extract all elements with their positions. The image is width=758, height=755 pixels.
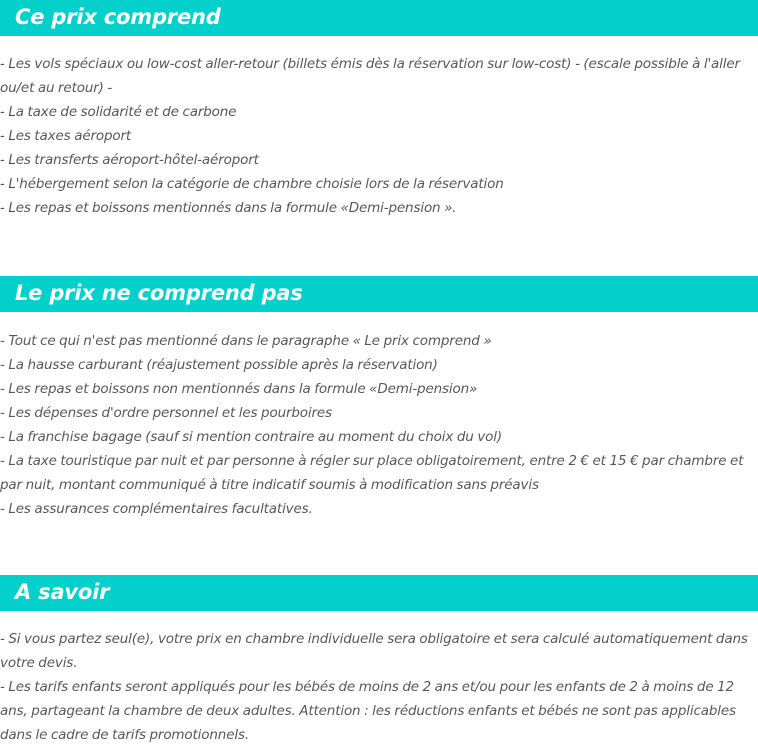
list-item: - Tout ce qui n'est pas mentionné dans le paragraphe « Le prix comprend » xyxy=(0,333,492,349)
list-item: - L'hébergement selon la catégorie de chambre choisie lors de la réservation xyxy=(0,176,504,192)
section-price-excludes xyxy=(0,276,758,521)
section-body-good-to-know xyxy=(0,611,758,747)
list-item: - Les taxes aéroport xyxy=(0,128,132,144)
section-price-includes xyxy=(0,0,758,220)
section-body-price-includes xyxy=(0,36,758,220)
list-item: - Les transferts aéroport-hôtel-aéroport xyxy=(0,152,259,168)
list-item: - Si vous partez seul(e), votre prix en chambre individuelle sera obligatoire et sera calculé automatiquement dans votre devis. xyxy=(0,631,748,671)
list-item: - Les assurances complémentaires facultatives. xyxy=(0,501,313,517)
section-body-price-excludes xyxy=(0,312,758,521)
list-item: - Les repas et boissons mentionnés dans la formule «Demi-pension ». xyxy=(0,200,457,216)
list-item: - La taxe touristique par nuit et par personne à régler sur place obligatoirement, entre 2 € et 15 € par chambre et par nuit, montant communiqué à titre indicatif soumis à modification sans préavis xyxy=(0,453,744,493)
section-header-price-excludes: Le prix ne comprend pas xyxy=(0,276,758,312)
list-item: - Les tarifs enfants seront appliqués pour les bébés de moins de 2 ans et/ou pour les enfants de 2 à moins de 12 ans, partageant la chambre de deux adultes. Attention : les réductions enfants et bébés ne sont pas applicables dans le cadre de tarifs promotionnels. xyxy=(0,679,736,743)
section-good-to-know xyxy=(0,575,758,747)
section-header-good-to-know: A savoir xyxy=(0,575,758,611)
list-item: - Les vols spéciaux ou low-cost aller-retour (billets émis dès la réservation sur low-cost) - (escale possible à l'aller ou/et au retour) - xyxy=(0,56,740,96)
list-item: - La franchise bagage (sauf si mention contraire au moment du choix du vol) xyxy=(0,429,503,445)
list-item: - La hausse carburant (réajustement possible après la réservation) xyxy=(0,357,438,373)
section-gap xyxy=(0,220,758,276)
section-gap xyxy=(0,521,758,575)
section-header-price-includes: Ce prix comprend xyxy=(0,0,758,36)
list-item: - Les dépenses d'ordre personnel et les pourboires xyxy=(0,405,332,421)
list-item: - La taxe de solidarité et de carbone xyxy=(0,104,237,120)
list-item: - Les repas et boissons non mentionnés dans la formule «Demi-pension» xyxy=(0,381,478,397)
